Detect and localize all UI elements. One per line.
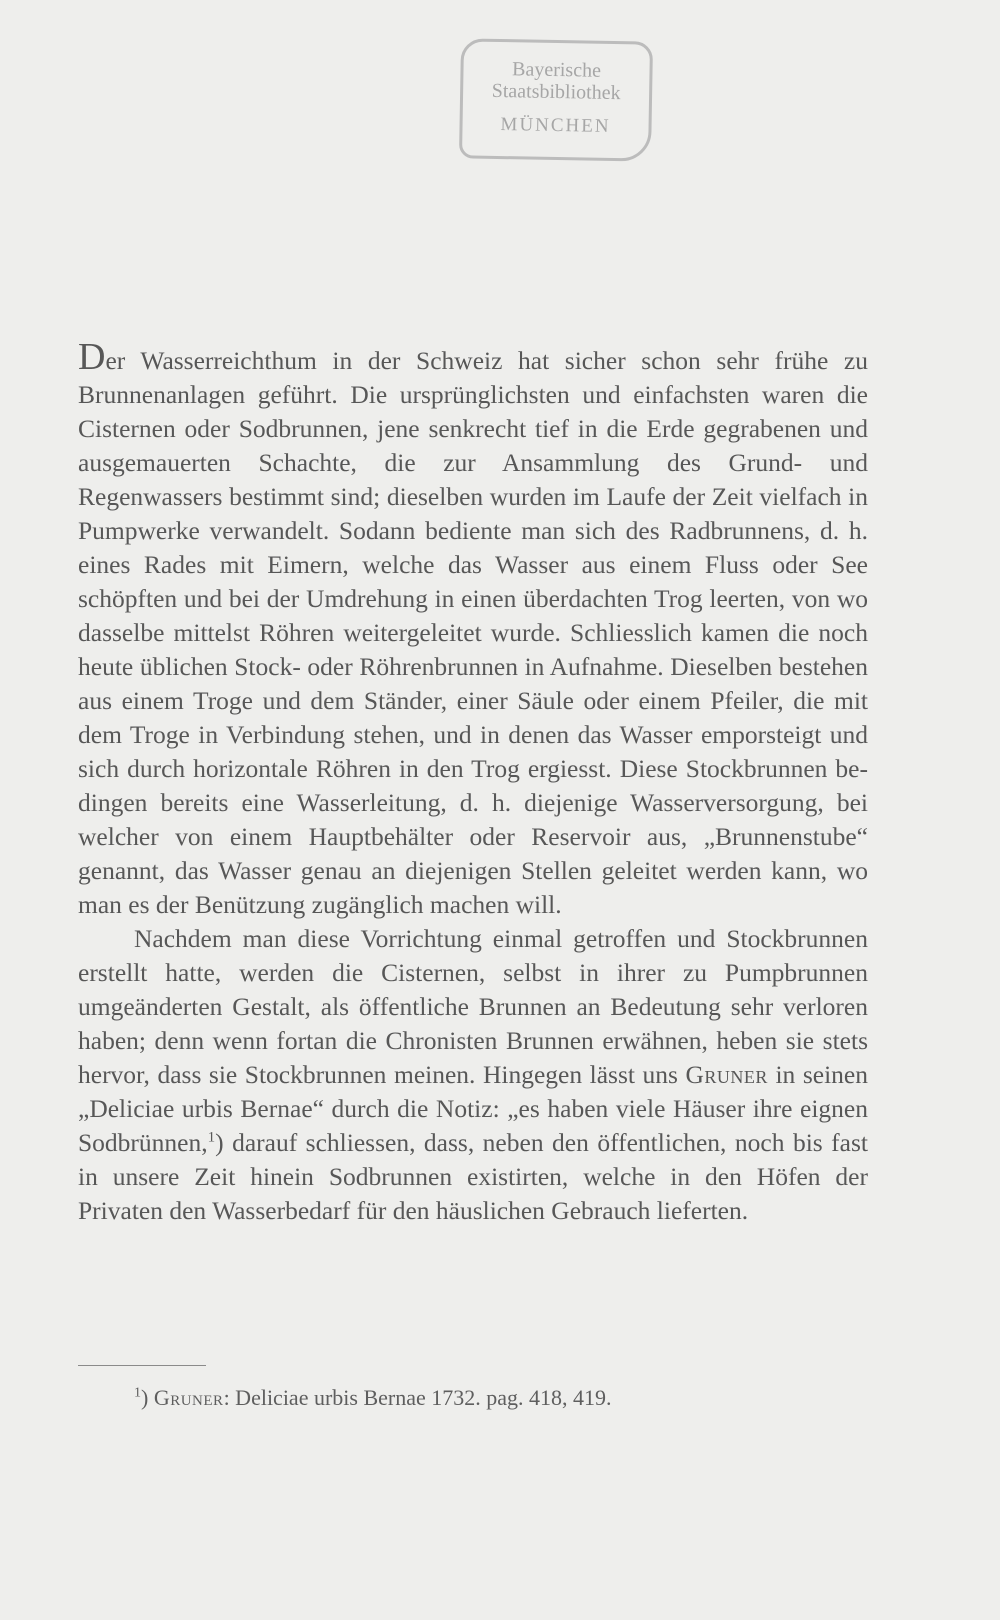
paragraph-1: Der Wasserreichthum in der Schweiz hat sicher schon sehr frühe zu Brunnenanlagen geführt. Die ursprünglichsten und einfachsten waren die Cisternen oder Sodbrunnen, jene senkrecht tief in die Erde gegrabenen und ausgemauerten Schachte, die zur Ansammlung des Grund- und Regenwassers bestimmt sind; dieselben wurden im Laufe der Zeit vielfach in Pumpwerke verwandelt. Sodann bediente man sich des Radbrunnens, d. h. eines Rades mit Eimern, welche das Wasser aus einem Fluss oder See schöpften und bei der Umdrehung in einen überdachten Trog leerten, von wo dasselbe mittelst Röhren weitergeleitet wurde. Schliesslich kamen die noch heute üblichen Stock- oder Röhrenbrunnen in Aufnahme. Dieselben bestehen aus einem Troge und dem Ständer, einer Säule oder einem Pfeiler, die mit dem Troge in Verbindung stehen, und in denen das Wasser emporsteigt und sich durch horizontale Röhren in den Trog ergiesst. Diese Stockbrunnen bedingen bereits eine Wasserleitung, d. h. diejenige Wasserversorgung, bei welcher von einem Hauptbehälter oder Reservoir aus, „Brunnenstube“ genannt, das Wasser genau an diejenigen Stellen geleitet werden kann, wo man es der Benützung zugänglich machen will. [78, 336, 868, 919]
paragraph-2 [78, 922, 868, 1228]
paragraph-2-part-b: in seinen „Deliciae urbis Bernae“ durch die Notiz: „es haben viele Häuser ihre eignen Sodbrünnen, [78, 1060, 868, 1157]
stamp-line-2: Staatsbibliothek [491, 79, 621, 105]
author-name: Gruner [685, 1060, 768, 1089]
footnote-mark: 1 [134, 1385, 141, 1401]
footnote [134, 1384, 612, 1412]
paragraph-2-part-c: ) darauf schliessen, dass, neben den öffentlichen, noch bis fast in unsere Zeit hinein Sodbrunnen existirten, welche in den Höfen der Privaten den Wasserbedarf für den häuslichen Gebrauch lieferten. [78, 1128, 868, 1225]
stamp-line-1: Bayerische [511, 58, 602, 82]
footnote-reference: 1 [207, 1129, 216, 1146]
footnote-author: Gruner [153, 1385, 224, 1410]
stamp-line-3: MÜNCHEN [500, 114, 611, 137]
footnote-text: : Deliciae urbis Bernae 1732. pag. 418, 419. [223, 1385, 612, 1410]
paragraph-2-part-a: Nachdem man diese Vorrichtung einmal getroffen und Stockbrunnen erstellt hatte, werden die Cisternen, selbst in ihrer zu Pumpbrunnen umgeänderten Gestalt, als öffentliche Brunnen an Bedeutung sehr verloren haben; denn wenn fortan die Chronisten Brunnen erwähnen, heben sie stets hervor, dass sie Stockbrunnen meinen. Hingegen lässt uns [78, 924, 868, 1089]
main-text [78, 336, 868, 1228]
library-stamp [459, 38, 653, 161]
footnote-paren: ) [141, 1385, 149, 1410]
footnote-divider [78, 1365, 206, 1366]
